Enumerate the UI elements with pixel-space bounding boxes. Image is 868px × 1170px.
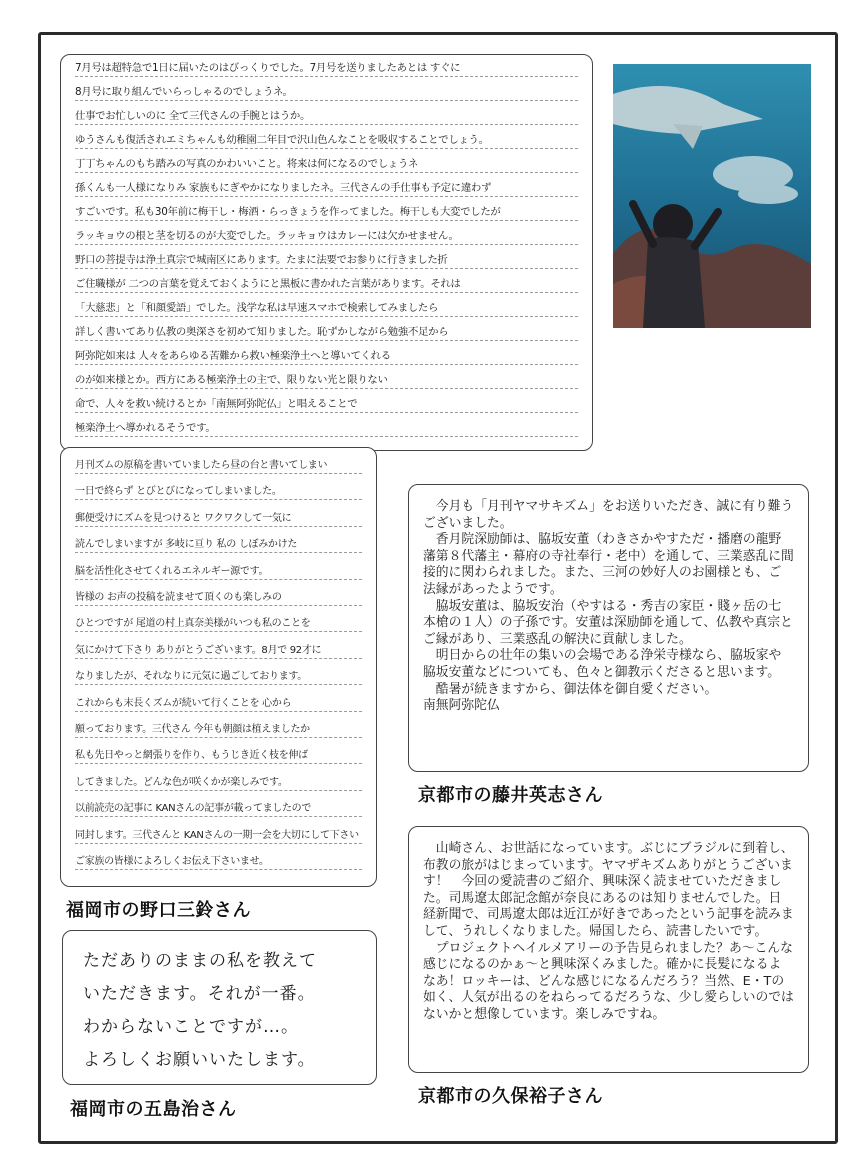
letter-paragraph: 香月院深励師は、脇坂安董（わきさかやすただ・播磨の龍野藩第８代藩主・幕府の寺社奉行・老中）を通して、三業惑乱に間接的に関わられました。また、三河の妙好人のお園様とも、ご法縁があったようです。 — [423, 532, 794, 597]
handwritten-line: 7月号は超特急で1日に届いたのはびっくりでした。7月号を送りましたあとは すぐに — [75, 61, 578, 77]
handwritten-line: 一日で終らず とびとびになってしまいました。 — [75, 484, 362, 500]
letter-paragraph: 山崎さん、お世話になっています。ぶじにブラジルに到着し、布教の旅がはじまっています。ヤマザキズムありがとうございます！ 今回の愛読書のご紹介、興味深く読ませていただきました。司馬遼太郎記念館が奈良にあるのは知りませんでした。日経新聞で、司馬遼太郎は近江が好きであったという記事を読みまして、うれしくなりました。帰国したら、読書したいです。 — [423, 841, 794, 939]
handwritten-line: ご家族の皆様によろしくお伝え下さいませ。 — [75, 854, 362, 870]
handwritten-line: ゆうさんも復活されエミちゃんも幼稚園二年目で沢山色んなことを吸収することでしょう。 — [75, 133, 578, 149]
letter-fujii-name: 京都市の藤井英志さん — [418, 785, 603, 806]
letter-kubo-name: 京都市の久保裕子さん — [418, 1086, 603, 1107]
letter-paragraph: 脇坂安董は、脇坂安治（やすはる・秀吉の家臣・賤ヶ岳の七本槍の１人）の子孫です。安董は深励師を通して、仏教や真宗とご縁があり、三業惑乱の解決に貢献しました。 — [423, 598, 793, 647]
handwritten-line: ご住職様が 二つの言葉を覚えておくようにと黒板に書かれた言葉があります。それは — [75, 277, 578, 293]
handwritten-line: すごいです。私も30年前に梅干し・梅酒・らっきょうを作ってました。梅干しも大変でしたが — [75, 205, 578, 221]
letter-top-box — [60, 54, 593, 451]
handwritten-line: 願っております。三代さん 今年も朝顔は植えましたか — [75, 722, 362, 738]
letter-paragraph: 酷暑が続きますから、御法体を御自愛ください。 — [435, 681, 718, 697]
handwritten-line: 阿弥陀如来は 人々をあらゆる苦難から救い極楽浄土へと導いてくれる — [75, 349, 578, 365]
letter-goto-name: 福岡市の五島治さん — [70, 1099, 237, 1120]
letter-noguchi-box — [60, 447, 377, 887]
handwritten-line: 月刊ズムの原稿を書いていましたら昼の台と書いてしまい — [75, 458, 362, 474]
handwritten-line: よろしくお願いいたします。 — [83, 1050, 316, 1070]
handwritten-line: 脳を活性化させてくれるエネルギー源です。 — [75, 564, 362, 580]
handwritten-line: 私も先日やっと網張りを作り、もうじき近く枝を伸ば — [75, 748, 362, 764]
handwritten-line: ひとつですが 尾道の村上真奈美様がいつも私のことを — [75, 616, 362, 632]
letter-fujii-box — [408, 484, 809, 772]
handwritten-line: 皆様の お声の投稿を読ませて頂くのも楽しみの — [75, 590, 362, 606]
letter-fujii-closing: 南無阿弥陀仏 — [423, 698, 500, 714]
handwritten-line: ただありのままの私を教えて — [83, 951, 317, 971]
handwritten-line: 詳しく書いてあり仏教の奥深さを初めて知りました。恥ずかしながら勉強不足から — [75, 325, 578, 341]
handwritten-line: 丁丁ちゃんのもち踏みの写真のかわいいこと。将来は何になるのでしょうネ — [75, 157, 578, 173]
handwritten-line: してきました。どんな色が咲くかが楽しみです。 — [75, 775, 362, 791]
letter-paragraph: 今月も「月刊ヤマサキズム」をお送りいただき、誠に有り難うございました。 — [423, 499, 794, 531]
handwritten-line: 以前読売の記事に KANさんの記事が載ってましたので — [75, 801, 362, 817]
handwritten-line: ラッキョウの根と茎を切るのが大変でした。ラッキョウはカレーには欠かせません。 — [75, 229, 578, 245]
handwritten-line: わからないことですが…。 — [83, 1017, 299, 1037]
letter-goto-box — [62, 930, 377, 1085]
letter-noguchi-name: 福岡市の野口三鈴さん — [66, 900, 251, 921]
handwritten-line: 野口の菩提寺は浄土真宗で城南区にあります。たまに法要でお参りに行きました折 — [75, 253, 578, 269]
letter-kubo-box — [408, 826, 809, 1073]
handwritten-line: 極楽浄土へ導かれるそうです。 — [75, 421, 578, 437]
aquarium-photo — [613, 64, 811, 328]
handwritten-line: 同封します。三代さんと KANさんの一期一会を大切にして下さい — [75, 828, 362, 844]
handwritten-line: 気にかけて下さり ありがとうございます。8月で 92才に — [75, 643, 362, 659]
handwritten-line: いただきます。それが一番。 — [83, 984, 316, 1004]
letter-paragraph: プロジェクトヘイルメアリーの予告見られました？あ〜こんな感じになるのかぁ〜と興味深くみました。確かに長髪になるよなあ！ロッキーは、どんな感じになるんだろう？当然、E・Tの如く、人気が出るのをねらってるだろうな、少し愛らしいのではないかと想像しています。楽しみですね。 — [423, 940, 794, 1022]
letter-kubo-body — [423, 841, 794, 1024]
handwritten-line: 孫くんも一人様になりみ 家族もにぎやかになりましたネ。三代さんの手仕事も予定に違わず — [75, 181, 578, 197]
handwritten-line: 読んでしまいますが 多岐に亘り 私の しぼみかけた — [75, 537, 362, 553]
handwritten-line: 命で、人々を救い続けるとか「南無阿弥陀仏」と唱えることで — [75, 397, 578, 413]
handwritten-line: なりましたが、それなりに元気に過ごしております。 — [75, 669, 362, 685]
handwritten-line: 8月号に取り組んでいらっしゃるのでしょうネ。 — [75, 85, 578, 101]
handwritten-line: 「大慈悲」と「和顔愛語」でした。浅学な私は早速スマホで検索してみましたら — [75, 301, 578, 317]
letter-paragraph: 明日からの壮年の集いの会場である浄栄寺様なら、脇坂家や脇坂安董などについても、色々と御教示くださると思います。 — [423, 648, 782, 680]
letter-fujii-body — [423, 499, 794, 698]
aquarium-photo-image — [613, 64, 811, 328]
handwritten-line: 仕事でお忙しいのに 全て三代さんの手腕とはうか。 — [75, 109, 578, 125]
handwritten-line: のが如来様とか。西方にある極楽浄土の主で、限りない光と限りない — [75, 373, 578, 389]
handwritten-line: 郵便受けにズムを見つけると ワクワクして一気に — [75, 511, 362, 527]
handwritten-line: これからも末長くズムが続いて行くことを 心から — [75, 696, 362, 712]
